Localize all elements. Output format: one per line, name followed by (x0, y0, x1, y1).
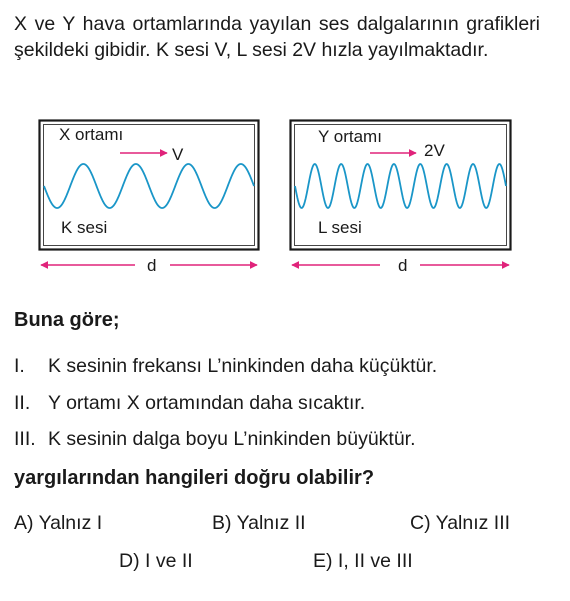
statement-1 (14, 355, 437, 378)
wave-figure (0, 0, 570, 290)
choice-c[interactable]: C) Yalnız III (410, 512, 511, 534)
right-medium-label: Y ortamı (318, 127, 382, 146)
left-sound-wave (44, 164, 254, 208)
statement-2 (14, 392, 365, 415)
statement-3 (14, 428, 416, 451)
right-sound-label: L sesi (318, 218, 362, 237)
left-medium-label: X ortamı (59, 125, 124, 144)
choice-d[interactable]: D) I ve II (119, 550, 193, 572)
question-lead: Buna göre; (14, 309, 120, 331)
right-sound-wave (295, 164, 506, 208)
statement-2-number: II. (14, 392, 31, 414)
right-speed-label: 2V (424, 141, 445, 160)
question-stem: X ve Y hava ortamlarında yayılan ses dalgalarının grafikleri şekildeki gibidir. K sesi V, L sesi 2V hızla yayılmaktadır. (14, 13, 540, 61)
right-width-label: d (398, 256, 408, 275)
statement-3-number: III. (14, 428, 36, 450)
statement-1-number: I. (14, 355, 25, 377)
choice-b[interactable]: B) Yalnız II (212, 512, 306, 534)
right-panel (291, 121, 511, 276)
question-ask: yargılarından hangileri doğru olabilir? (14, 467, 375, 489)
left-speed-label: V (172, 145, 184, 164)
statement-1-text: K sesinin frekansı L’ninkinden daha küçüktür. (48, 355, 438, 377)
left-width-label: d (147, 256, 157, 275)
left-panel (40, 121, 259, 276)
choice-a[interactable]: A) Yalnız I (14, 512, 103, 534)
left-sound-label: K sesi (61, 218, 108, 237)
choice-e[interactable]: E) I, II ve III (313, 550, 413, 572)
statement-3-text: K sesinin dalga boyu L’ninkinden büyüktür. (48, 428, 416, 450)
statement-2-text: Y ortamı X ortamından daha sıcaktır. (48, 392, 366, 414)
